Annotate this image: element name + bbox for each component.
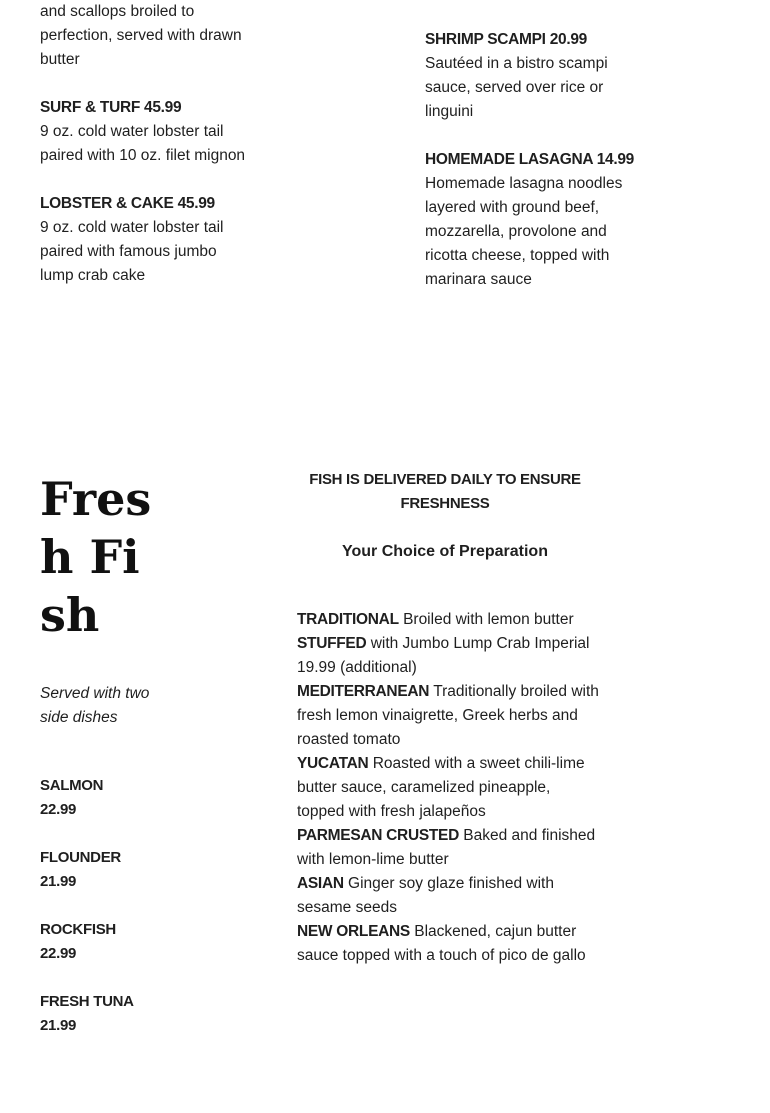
menu-item-description: Homemade lasagna noodles layered with ground beef, mozzarella, provolone and ricotta cheese, topped with marinara sauce xyxy=(425,175,623,288)
prep-name: STUFFED xyxy=(297,635,367,652)
prep-name: TRADITIONAL xyxy=(297,611,399,628)
prep-new-orleans xyxy=(297,920,602,968)
menu-item-name: SURF & TURF 45.99 xyxy=(40,99,182,116)
prep-name: ASIAN xyxy=(297,875,344,892)
fish-price-list xyxy=(40,774,140,1062)
prep-parmesan-crusted xyxy=(297,824,602,872)
prep-name: YUCATAN xyxy=(297,755,369,772)
left-menu-column xyxy=(40,0,250,312)
freshness-notice: FISH IS DELIVERED DAILY TO ENSURE FRESHNESS xyxy=(309,471,581,512)
menu-item-fragment xyxy=(40,0,250,72)
prep-desc: with Jumbo Lump Crab Imperial 19.99 (additional) xyxy=(297,635,590,676)
preparation-heading: Your Choice of Preparation xyxy=(342,543,548,560)
menu-item-lobster-cake xyxy=(40,192,250,288)
menu-item-lasagna xyxy=(425,148,635,292)
prep-desc: Blackened, cajun butter sauce topped with a touch of pico de gallo xyxy=(297,923,586,964)
fish-item-flounder: FLOUNDER 21.99 xyxy=(40,849,121,890)
prep-desc: Roasted with a sweet chili-lime butter sauce, caramelized pineapple, topped with fresh jalapeños xyxy=(297,755,585,820)
prep-stuffed xyxy=(297,632,602,680)
prep-desc: Broiled with lemon butter xyxy=(403,611,574,628)
served-note: Served with two side dishes xyxy=(40,685,150,726)
prep-yucatan xyxy=(297,752,602,824)
fish-item-rockfish: ROCKFISH 22.99 xyxy=(40,921,116,962)
menu-item-name: SHRIMP SCAMPI 20.99 xyxy=(425,31,587,48)
prep-traditional xyxy=(297,608,602,632)
menu-item-description: 9 oz. cold water lobster tail paired with 10 oz. filet mignon xyxy=(40,123,246,164)
prep-name: NEW ORLEANS xyxy=(297,923,410,940)
section-title-fresh-fish: Fresh Fish xyxy=(40,472,152,642)
menu-item-name: HOMEMADE LASAGNA 14.99 xyxy=(425,151,635,168)
prep-name: MEDITERRANEAN xyxy=(297,683,430,700)
prep-asian xyxy=(297,872,602,920)
menu-item-name: LOBSTER & CAKE 45.99 xyxy=(40,195,215,212)
menu-item-description: Sautéed in a bistro scampi sauce, served over rice or linguini xyxy=(425,55,608,120)
menu-item-surf-turf xyxy=(40,96,250,168)
right-menu-column xyxy=(425,28,635,316)
menu-item-shrimp-scampi xyxy=(425,28,635,124)
preparation-list xyxy=(297,608,602,968)
menu-item-description: 9 oz. cold water lobster tail paired with famous jumbo lump crab cake xyxy=(40,219,224,284)
fish-item-salmon: SALMON 22.99 xyxy=(40,777,104,818)
fish-item-tuna: FRESH TUNA 21.99 xyxy=(40,993,134,1034)
prep-desc: Baked and finished with lemon-lime butter xyxy=(297,827,596,868)
prep-desc: Traditionally broiled with fresh lemon vinaigrette, Greek herbs and roasted tomato xyxy=(297,683,599,748)
prep-mediterranean xyxy=(297,680,602,752)
prep-name: PARMESAN CRUSTED xyxy=(297,827,459,844)
prep-desc: Ginger soy glaze finished with sesame seeds xyxy=(297,875,554,916)
menu-item-description: and scallops broiled to perfection, served with drawn butter xyxy=(40,3,242,68)
